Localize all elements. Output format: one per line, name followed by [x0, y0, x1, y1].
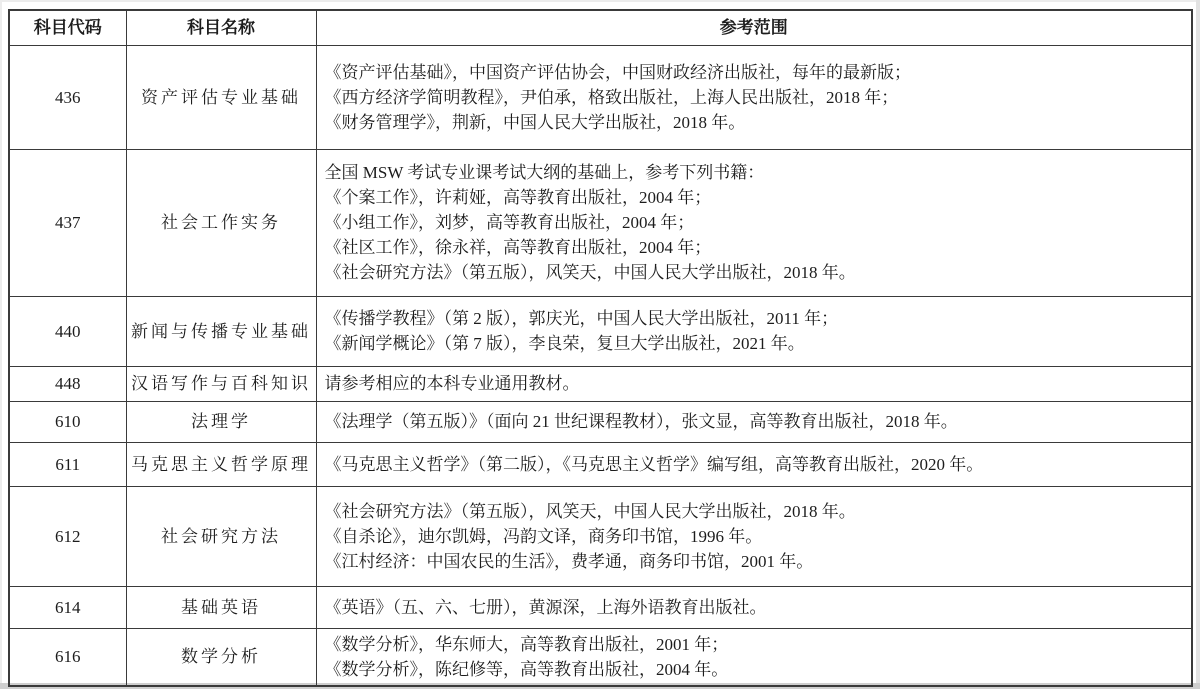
subject-code: 610 [9, 401, 126, 442]
subject-name: 新闻与传播专业基础 [126, 296, 316, 366]
reference-line: 《数学分析》，陈纪修等，高等教育出版社，2004 年。 [324, 659, 729, 679]
reference-line: 《传播学教程》（第 2 版），郭庆光，中国人民大学出版社，2011 年； [324, 309, 839, 328]
subject-name: 社会工作实务 [126, 149, 316, 296]
column-header-subject-name: 科目名称 [126, 10, 316, 45]
reference-list [316, 149, 1192, 296]
subject-name: 法理学 [126, 401, 316, 442]
subject-code: 436 [9, 45, 126, 149]
table-row [9, 628, 1192, 686]
subject-code: 611 [9, 442, 126, 486]
page-edge-right [1196, 0, 1200, 689]
subject-name: 汉语写作与百科知识 [126, 366, 316, 401]
page-edge-top [0, 0, 1200, 2]
table-row [9, 586, 1192, 628]
reference-line: 《法理学（第五版）》（面向 21 世纪课程教材），张文显，高等教育出版社，2018 年。 [324, 412, 958, 431]
column-header-subject-code: 科目代码 [9, 10, 126, 45]
reference-line: 《社区工作》，徐永祥，高等教育出版社，2004 年； [324, 238, 712, 257]
header-row [9, 10, 1192, 45]
subject-code: 616 [9, 628, 126, 686]
reference-line: 《江村经济：中国农民的生活》，费孝通，商务印书馆，2001 年。 [324, 551, 814, 571]
table-row [9, 296, 1192, 366]
subject-code: 614 [9, 586, 126, 628]
subject-code: 440 [9, 296, 126, 366]
reference-line: 《资产评估基础》，中国资产评估协会，中国财政经济出版社，每年的最新版； [324, 62, 911, 82]
reference-line: 《社会研究方法》（第五版），风笑天，中国人民大学出版社，2018 年。 [324, 263, 856, 282]
reference-line: 《数学分析》，华东师大，高等教育出版社，2001 年； [324, 634, 729, 654]
reference-line: 《马克思主义哲学》（第二版），《马克思主义哲学》编写组，高等教育出版社，2020 年。 [324, 454, 984, 474]
reference-list [316, 486, 1192, 586]
subject-reference-table [8, 9, 1193, 687]
subject-name: 资产评估专业基础 [126, 45, 316, 149]
subject-code: 437 [9, 149, 126, 296]
table-row [9, 149, 1192, 296]
table-row [9, 401, 1192, 442]
table-row [9, 45, 1192, 149]
reference-list [316, 401, 1192, 442]
reference-line: 《西方经济学简明教程》，尹伯承，格致出版社，上海人民出版社，2018 年； [324, 87, 899, 107]
reference-list [316, 45, 1192, 149]
reference-list [316, 586, 1192, 628]
subject-code: 448 [9, 366, 126, 401]
reference-list [316, 442, 1192, 486]
subject-name: 社会研究方法 [126, 486, 316, 586]
page-edge-left [0, 0, 2, 689]
subject-name: 基础英语 [126, 586, 316, 628]
column-header-reference-scope: 参考范围 [316, 10, 1192, 45]
reference-line: 《小组工作》，刘梦，高等教育出版社，2004 年； [324, 213, 695, 232]
reference-list [316, 366, 1192, 401]
reference-line: 《英语》（五、六、七册），黄源深，上海外语教育出版社。 [324, 597, 767, 617]
table-row [9, 486, 1192, 586]
reference-line: 《社会研究方法》（第五版），风笑天，中国人民大学出版社，2018 年。 [324, 501, 856, 521]
table-row [9, 442, 1192, 486]
subject-code: 612 [9, 486, 126, 586]
reference-list [316, 628, 1192, 686]
table-row [9, 366, 1192, 401]
reference-line: 《个案工作》，许莉娅，高等教育出版社，2004 年； [324, 188, 712, 207]
reference-list [316, 296, 1192, 366]
reference-line: 《财务管理学》，荆新，中国人民大学出版社，2018 年。 [324, 112, 746, 132]
reference-line: 《新闻学概论》（第 7 版），李良荣，复旦大学出版社，2021 年。 [324, 334, 805, 353]
reference-line: 《自杀论》，迪尔凯姆，冯韵文译，商务印书馆，1996 年。 [324, 526, 763, 546]
subject-name: 数学分析 [126, 628, 316, 686]
subject-name: 马克思主义哲学原理 [126, 442, 316, 486]
reference-line: 全国 MSW 考试专业课考试大纲的基础上，参考下列书籍： [324, 163, 765, 182]
reference-line: 请参考相应的本科专业通用教材。 [324, 374, 580, 393]
